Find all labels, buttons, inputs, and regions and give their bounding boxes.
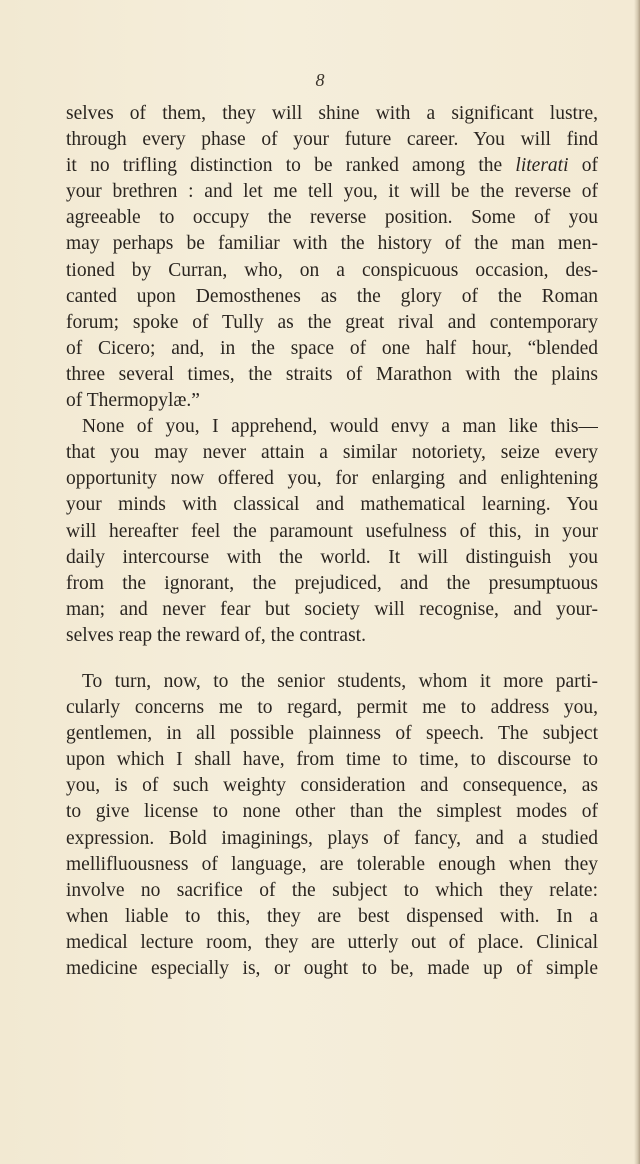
text-line: expression. Bold imaginings, plays of fancy, and a studied bbox=[66, 827, 598, 849]
text-line: your brethren : and let me tell you, it will be the reverse of bbox=[66, 181, 598, 203]
paragraph bbox=[66, 414, 598, 649]
paragraph bbox=[66, 101, 598, 414]
text-line: three several times, the straits of Marathon with the plains bbox=[66, 363, 598, 385]
italic-word: literati bbox=[515, 155, 569, 177]
text-line: that you may never attain a similar notoriety, seize every bbox=[66, 442, 598, 464]
text-line: it no trifling distinction to be ranked among the literati of bbox=[66, 155, 598, 177]
paragraph-gap bbox=[66, 649, 598, 669]
text-line: selves of them, they will shine with a significant lustre, bbox=[66, 103, 598, 124]
text-line: cularly concerns me to regard, permit me to address you, bbox=[66, 697, 598, 719]
text-line: when liable to this, they are best dispensed with. In a bbox=[66, 905, 598, 927]
body-text bbox=[66, 101, 598, 982]
text-line: your minds with classical and mathematical learning. You bbox=[66, 494, 598, 516]
text-line: selves reap the reward of, the contrast. bbox=[66, 624, 366, 646]
text-line: To turn, now, to the senior students, whom it more parti- bbox=[82, 670, 598, 692]
text-line: medical lecture room, they are utterly out of place. Clinical bbox=[66, 931, 598, 953]
text-line: to give license to none other than the simplest modes of bbox=[66, 801, 598, 823]
text-line: may perhaps be familiar with the history of the man men- bbox=[66, 233, 598, 255]
text-line: gentlemen, in all possible plainness of speech. The subject bbox=[66, 723, 598, 745]
text-line: through every phase of your future career. You will find bbox=[66, 129, 598, 151]
text-line: forum; spoke of Tully as the great rival and contemporary bbox=[66, 311, 598, 333]
page-number: 8 bbox=[315, 70, 325, 90]
text-line: daily intercourse with the world. It will distinguish you bbox=[66, 546, 598, 568]
text-line: from the ignorant, the prejudiced, and the presumptuous bbox=[66, 572, 598, 594]
text-line: you, is of such weighty consideration and consequence, as bbox=[66, 775, 598, 797]
text-line: tioned by Curran, who, on a conspicuous occasion, des- bbox=[66, 259, 598, 281]
text-line: agreeable to occupy the reverse position. Some of you bbox=[66, 207, 598, 229]
text-line: opportunity now offered you, for enlarging and enlightening bbox=[66, 468, 598, 490]
text-line: of Thermopylæ.” bbox=[66, 390, 200, 412]
text-line: medicine especially is, or ought to be, made up of simple bbox=[66, 958, 598, 979]
text-line: will hereafter feel the paramount usefulness of this, in your bbox=[66, 520, 598, 542]
text-line: None of you, I apprehend, would envy a man like this— bbox=[82, 416, 598, 438]
text-line: involve no sacrifice of the subject to which they relate: bbox=[66, 879, 598, 901]
text-line: of Cicero; and, in the space of one half hour, “blended bbox=[66, 337, 598, 359]
text-line: man; and never fear but society will recognise, and your- bbox=[66, 598, 598, 620]
text-line: canted upon Demosthenes as the glory of the Roman bbox=[66, 285, 598, 307]
text-line: mellifluousness of language, are tolerable enough when they bbox=[66, 853, 598, 875]
text-line: upon which I shall have, from time to time, to discourse to bbox=[66, 749, 598, 771]
page-edge-shadow bbox=[634, 0, 640, 1164]
paragraph bbox=[66, 669, 598, 982]
